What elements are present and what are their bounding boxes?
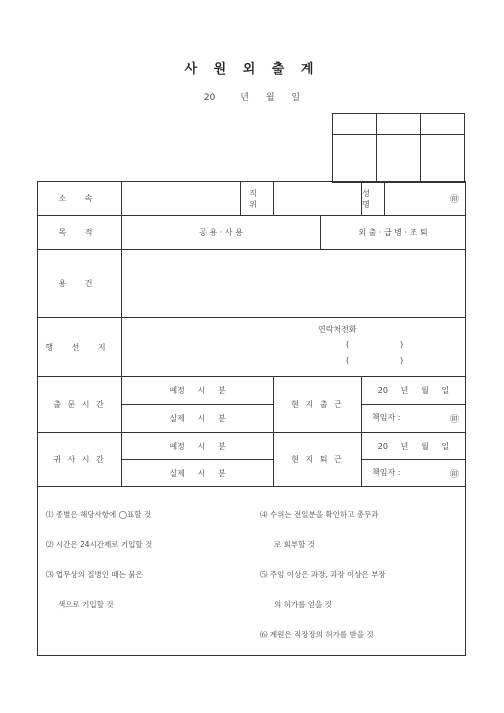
business-field[interactable] [122,250,466,318]
position-field[interactable] [274,182,362,216]
date-year: 년 [240,93,249,103]
note-6: ⑹ 계원은 직장장의 허가를 받을 것 [260,630,374,639]
responsible-label: 책임자 : [372,413,401,422]
approval-header-cell-3[interactable] [421,114,465,135]
date-prefix: 20 [203,93,216,103]
approval-sign-cell-1[interactable] [333,135,377,183]
instructions-box [38,487,466,656]
departure-planned[interactable]: 예정 시 분 [122,377,274,405]
destination-field[interactable] [122,318,466,377]
approval-sign-cell-3[interactable] [421,135,465,183]
purpose-label: 목 적 [38,216,122,250]
approval-header-cell-1[interactable] [333,114,377,135]
department-label: 소 속 [38,182,122,216]
outing-form-table [37,181,466,656]
seal-mark: ㊞ [449,469,459,480]
position-label: 직 위 [241,182,274,216]
document-date [0,90,504,103]
return-date[interactable]: 20 년 월 일 [362,433,466,460]
date-month: 월 [265,93,275,103]
name-label: 성 명 [362,182,385,216]
date-day: 일 [291,93,301,103]
business-label: 용 건 [38,250,122,318]
note-2: ⑵ 시간은 24시간제로 기입할 것 [46,540,153,549]
approval-sign-cell-2[interactable] [377,135,421,183]
note-1: ⑴ 종별은 해당사항에 ◯표할 것 [46,510,152,519]
contact-phone-1[interactable]: ( ) [346,340,404,349]
departure-actual[interactable]: 실제 시 분 [122,405,274,433]
approval-header-cell-2[interactable] [377,114,421,135]
type-options[interactable]: 외 출 · 급 병 · 조 퇴 [321,216,466,250]
return-responsible[interactable] [362,460,466,487]
note-5-cont: 의 허가를 얻을 것 [274,600,332,609]
seal-mark: ㊞ [449,195,459,205]
note-3-cont: 색으로 기입할 것 [58,600,114,609]
contact-label: 연락처전화 [318,325,357,334]
destination-label: 행 선 지 [38,318,122,377]
return-actual[interactable]: 실제 시 분 [122,460,274,487]
onsite-out-label: 현 지 출 근 [274,377,362,433]
note-4: ⑷ 수위는 전일분을 확인하고 총무과 [260,510,379,519]
purpose-options[interactable]: 공 용 · 사 용 [122,216,321,250]
return-time-label: 귀 사 시 간 [38,433,122,487]
note-3: ⑶ 업무상의 질병인 때는 붉은 [46,570,143,579]
departure-date[interactable]: 20 년 월 일 [362,377,466,405]
seal-mark: ㊞ [449,415,459,425]
department-field[interactable] [122,182,241,216]
note-5: ⑸ 주임 이상은 과장, 과장 이상은 부장 [260,570,386,579]
onsite-back-label: 현 지 퇴 근 [274,433,362,487]
departure-responsible[interactable] [362,405,466,433]
page-title: 사 원 외 출 계 [184,62,320,77]
return-planned[interactable]: 예정 시 분 [122,433,274,460]
approval-stamp-grid [332,113,465,183]
contact-phone-2[interactable]: ( ) [346,356,404,365]
name-field[interactable] [385,182,466,216]
responsible-label: 책임자 : [372,467,401,477]
departure-time-label: 출 문 시 간 [38,377,122,433]
note-4-cont: 로 회부할 것 [274,540,315,549]
